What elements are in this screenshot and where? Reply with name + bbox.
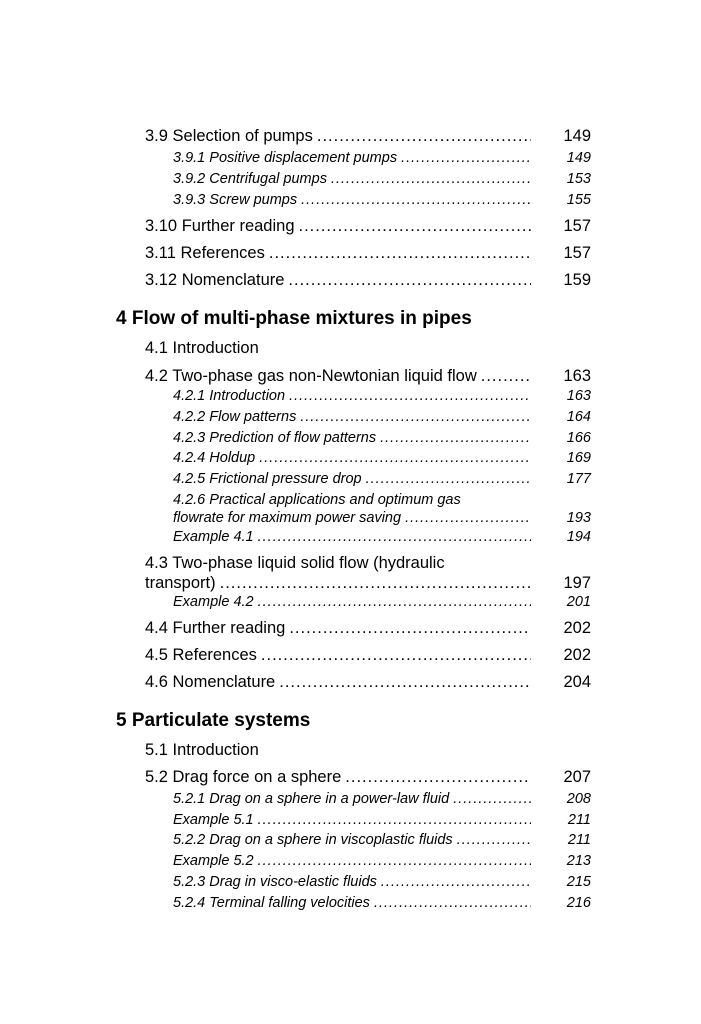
toc-entry-page: 194 [566, 529, 591, 545]
toc-entry-line2 [145, 573, 591, 593]
toc-entry-page: 153 [566, 171, 591, 187]
toc-entry-page: 177 [566, 471, 591, 487]
toc-entry-page: 208 [566, 791, 591, 807]
toc-entry-title: Example 4.2 [173, 594, 254, 610]
toc-entry-4-2-6[interactable] [173, 491, 591, 527]
leader-dots [258, 811, 531, 829]
toc-entry-title: 4.5 References [145, 646, 257, 664]
leader-dots [481, 366, 531, 386]
toc-entry-page: 216 [566, 895, 591, 911]
leader-dots [289, 618, 531, 638]
leader-dots [453, 790, 531, 808]
toc-entry-title: 4.1 Introduction [145, 339, 259, 357]
toc-entry-title: 4.2 Two-phase gas non-Newtonian liquid flow [145, 367, 477, 385]
leader-dots [299, 216, 531, 236]
toc-entry-title: Example 4.1 [173, 529, 254, 545]
leader-dots [279, 672, 531, 692]
leader-dots [288, 270, 531, 290]
toc-entry-title: 3.10 Further reading [145, 217, 295, 235]
toc-entry-page: 197 [563, 574, 591, 592]
toc-entry-page: 157 [563, 217, 591, 235]
toc-entry-4-5[interactable] [145, 645, 591, 665]
toc-entry-3-10[interactable] [145, 216, 591, 236]
toc-entry-4-1[interactable] [145, 338, 591, 358]
toc-entry-5-2-1[interactable] [173, 790, 591, 808]
toc-entry-title: 4.4 Further reading [145, 619, 286, 637]
toc-entry-5-2-3[interactable] [173, 873, 591, 891]
leader-dots [457, 831, 531, 849]
leader-dots [258, 852, 531, 870]
toc-entry-title: 3.12 Nomenclature [145, 271, 285, 289]
toc-entry-page: 149 [563, 127, 591, 145]
toc-entry-page: 202 [563, 646, 591, 664]
toc-entry-4-2[interactable] [145, 366, 591, 386]
toc-entry-title: 3.9.1 Positive displacement pumps [173, 150, 398, 166]
leader-dots [401, 149, 531, 167]
toc-entry-4-2-2[interactable] [173, 408, 591, 426]
leader-dots [258, 593, 531, 611]
toc-entry-title: 4.6 Nomenclature [145, 673, 276, 691]
toc-entry-title: 4.2.4 Holdup [173, 450, 256, 466]
toc-entry-title: 5.1 Introduction [145, 741, 259, 759]
toc-entry-title-line2: transport) [145, 574, 216, 592]
toc-entry-page: 215 [566, 874, 591, 890]
toc-entry-title: 3.9 Selection of pumps [145, 127, 313, 145]
toc-entry-3-12[interactable] [145, 270, 591, 290]
toc-entry-title: 3.9.2 Centrifugal pumps [173, 171, 327, 187]
toc-entry-3-9-1[interactable] [173, 149, 591, 167]
toc-entry-title: 3.9.3 Screw pumps [173, 192, 298, 208]
toc-entry-4-4[interactable] [145, 618, 591, 638]
leader-dots [381, 873, 531, 891]
leader-dots [331, 170, 531, 188]
toc-entry-page: 201 [566, 594, 591, 610]
toc-entry-title: 4.2.1 Introduction [173, 388, 286, 404]
leader-dots [366, 470, 531, 488]
leader-dots [261, 645, 531, 665]
leader-dots [259, 449, 531, 467]
toc-entry-page: 193 [566, 510, 591, 526]
toc-entry-page: 211 [567, 812, 591, 828]
toc-entry-title: 4.2.2 Flow patterns [173, 409, 297, 425]
toc-entry-title: 4.2.3 Prediction of flow patterns [173, 430, 377, 446]
toc-entry-5-2[interactable] [145, 767, 591, 787]
toc-entry-5-2-4[interactable] [173, 894, 591, 912]
toc-entry-3-9-2[interactable] [173, 170, 591, 188]
chapter-4-heading[interactable]: 4 Flow of multi-phase mixtures in pipes [116, 308, 472, 329]
toc-entry-5-2-2[interactable] [173, 831, 591, 849]
toc-entry-3-9[interactable] [145, 126, 591, 146]
leader-dots [380, 429, 531, 447]
toc-entry-title: 5.2.1 Drag on a sphere in a power-law fluid [173, 791, 450, 807]
toc-entry-page: 155 [566, 192, 591, 208]
leader-dots [345, 767, 531, 787]
toc-entry-page: 159 [563, 271, 591, 289]
toc-entry-title: 5.2 Drag force on a sphere [145, 768, 342, 786]
toc-entry-page: 207 [563, 768, 591, 786]
toc-entry-page: 166 [566, 430, 591, 446]
toc-entry-5-1[interactable] [145, 740, 591, 760]
toc-entry-page: 164 [566, 409, 591, 425]
toc-entry-title: Example 5.2 [173, 853, 254, 869]
leader-dots [317, 126, 531, 146]
toc-entry-page: 163 [566, 388, 591, 404]
toc-entry-4-6[interactable] [145, 672, 591, 692]
toc-entry-page: 157 [563, 244, 591, 262]
toc-entry-example-4-2[interactable] [173, 593, 591, 611]
toc-entry-example-5-2[interactable] [173, 852, 591, 870]
toc-entry-page: 149 [566, 150, 591, 166]
toc-entry-4-2-1[interactable] [173, 387, 591, 405]
toc-entry-title: 5.2.2 Drag on a sphere in viscoplastic fluids [173, 832, 453, 848]
leader-dots [269, 243, 531, 263]
leader-dots [405, 509, 531, 527]
toc-entry-title: 5.2.4 Terminal falling velocities [173, 895, 370, 911]
leader-dots [220, 573, 531, 593]
leader-dots [301, 191, 531, 209]
toc-entry-4-2-3[interactable] [173, 429, 591, 447]
toc-entry-page: 169 [566, 450, 591, 466]
toc-entry-4-2-5[interactable] [173, 470, 591, 488]
toc-entry-title: Example 5.1 [173, 812, 254, 828]
toc-entry-title: 4.2.5 Frictional pressure drop [173, 471, 362, 487]
leader-dots [289, 387, 531, 405]
toc-entry-page: 213 [566, 853, 591, 869]
toc-entry-line2 [173, 509, 591, 527]
leader-dots [300, 408, 531, 426]
toc-entry-4-2-4[interactable] [173, 449, 591, 467]
leader-dots [258, 528, 531, 546]
toc-entry-3-9-3[interactable] [173, 191, 591, 209]
toc-entry-title: 3.11 References [145, 244, 265, 262]
toc-entry-page: 163 [563, 367, 591, 385]
toc-entry-title-line1: 4.3 Two-phase liquid solid flow (hydraulic [145, 554, 445, 572]
toc-entry-title-line1: 4.2.6 Practical applications and optimum gas [173, 492, 461, 508]
toc-entry-3-11[interactable] [145, 243, 591, 263]
toc-entry-4-3[interactable] [145, 553, 591, 593]
leader-dots [374, 894, 531, 912]
toc-entry-example-5-1[interactable] [173, 811, 591, 829]
toc-entry-page: 211 [567, 832, 591, 848]
toc-entry-example-4-1[interactable] [173, 528, 591, 546]
toc-entry-page: 204 [563, 673, 591, 691]
toc-entry-title-line2: flowrate for maximum power saving [173, 510, 402, 526]
toc-entry-title: 5.2.3 Drag in visco-elastic fluids [173, 874, 377, 890]
toc-entry-page: 202 [563, 619, 591, 637]
chapter-5-heading[interactable]: 5 Particulate systems [116, 710, 311, 731]
